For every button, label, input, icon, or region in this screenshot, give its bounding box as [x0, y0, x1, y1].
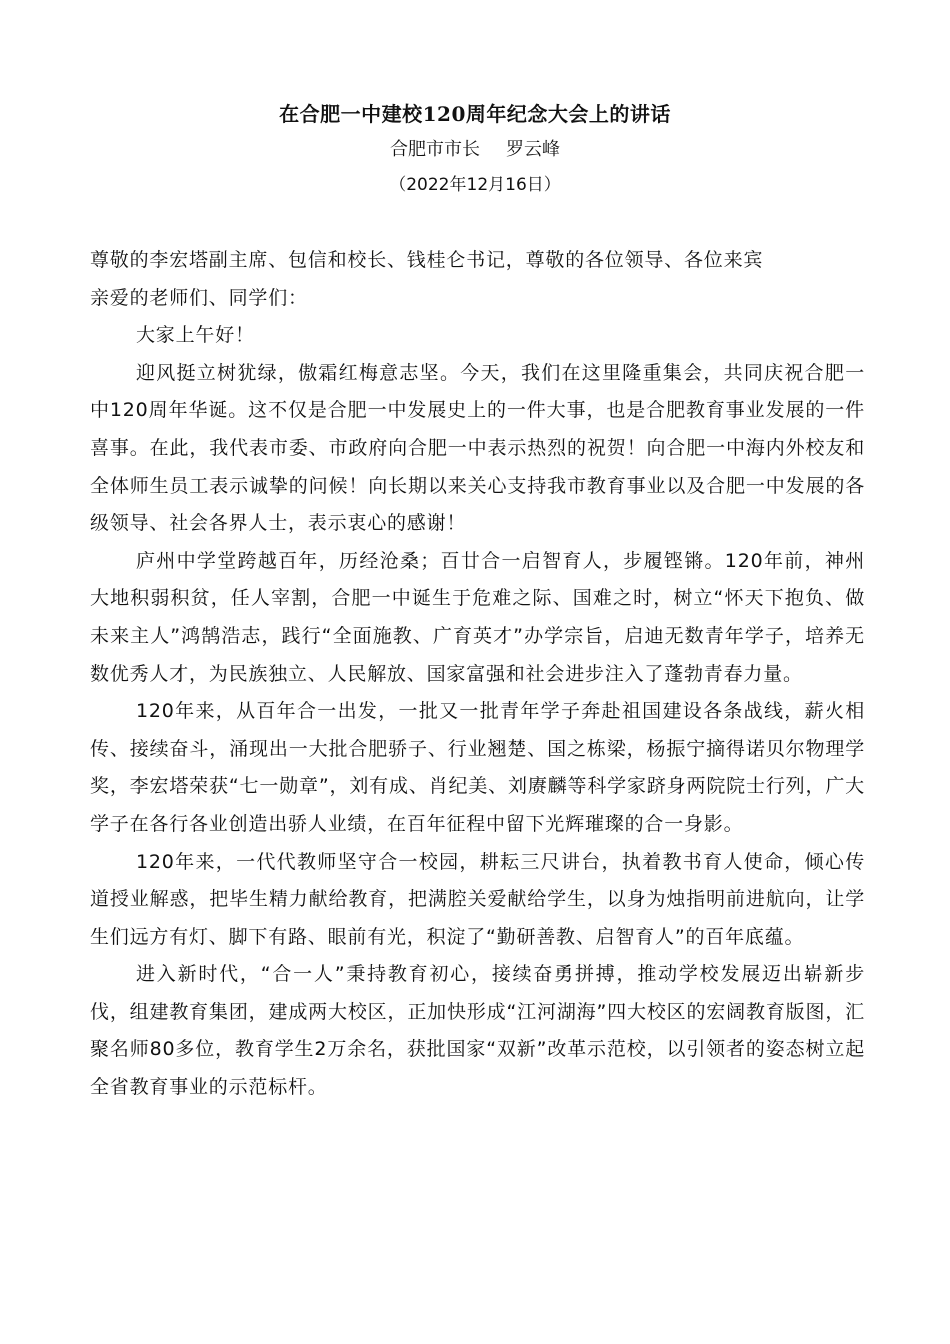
speaker-name: 罗云峰 [506, 139, 560, 160]
paragraph: 120年来，从百年合一出发，一批又一批青年学子奔赴祖国建设各条战线，薪火相传、接续奋斗，涌现出一大批合肥骄子、行业翘楚、国之栋梁，杨振宁摘得诺贝尔物理学奖，李宏塔荣获“七一勋章”，刘有成、肖纪美、刘赓麟等科学家跻身两院院士行列，广大学子在各行各业创造出骄人业绩，在百年征程中留下光辉璀璨的合一身影。 [90, 700, 865, 835]
greeting: 大家上午好！ [136, 324, 255, 347]
paragraph: 庐州中学堂跨越百年，历经沧桑；百廿合一启智育人，步履铿锵。120年前，神州大地积弱积贫，任人宰割，合肥一中诞生于危难之际、国难之时，树立“怀天下抱负、做未来主人”鸿鹄浩志，践行“全面施教、广育英才”办学宗旨，启迪无数青年学子，培养无数优秀人才，为民族独立、人民解放、国家富强和社会进步注入了蓬勃青春力量。 [90, 549, 865, 685]
salutation-line-1: 尊敬的李宏塔副主席、包信和校长、钱桂仑书记，尊敬的各位领导、各位来宾 [90, 249, 764, 271]
paragraph: 进入新时代，“合一人”秉持教育初心，接续奋勇拼搏，推动学校发展迈出崭新步伐，组建教育集团，建成两大校区，正加快形成“江河湖海”四大校区的宏阔教育版图，汇聚名师80多位，教育学生2万余名，获批国家“双新”改革示范校，以引领者的姿态树立起全省教育事业的示范标杆。 [90, 963, 865, 1099]
speech-date: （2022年12月16日） [389, 175, 561, 195]
salutation-line-2: 亲爱的老师们、同学们： [90, 286, 308, 309]
speech-body [90, 242, 865, 1107]
speech-title: 在合肥一中建校120周年纪念大会上的讲话 [279, 102, 671, 126]
paragraph: 120年来，一代代教师坚守合一校园，耕耘三尺讲台，执着教书育人使命，倾心传道授业解惑，把毕生精力献给教育，把满腔关爱献给学生，以身为烛指明前进航向，让学生们远方有灯、脚下有路、眼前有光，积淀了“勤研善教、启智育人”的百年底蕴。 [90, 850, 865, 948]
speaker-byline [0, 137, 950, 163]
paragraph: 迎风挺立树犹绿，傲霜红梅意志坚。今天，我们在这里隆重集会，共同庆祝合肥一中120周年华诞。这不仅是合肥一中发展史上的一件大事，也是合肥教育事业发展的一件喜事。在此，我代表市委、市政府向合肥一中表示热烈的祝贺！向合肥一中海内外校友和全体师生员工表示诚挚的问候！向长期以来关心支持我市教育事业以及合肥一中发展的各级领导、社会各界人士，表示衷心的感谢！ [90, 361, 865, 535]
speaker-role: 合肥市市长 [390, 139, 480, 160]
